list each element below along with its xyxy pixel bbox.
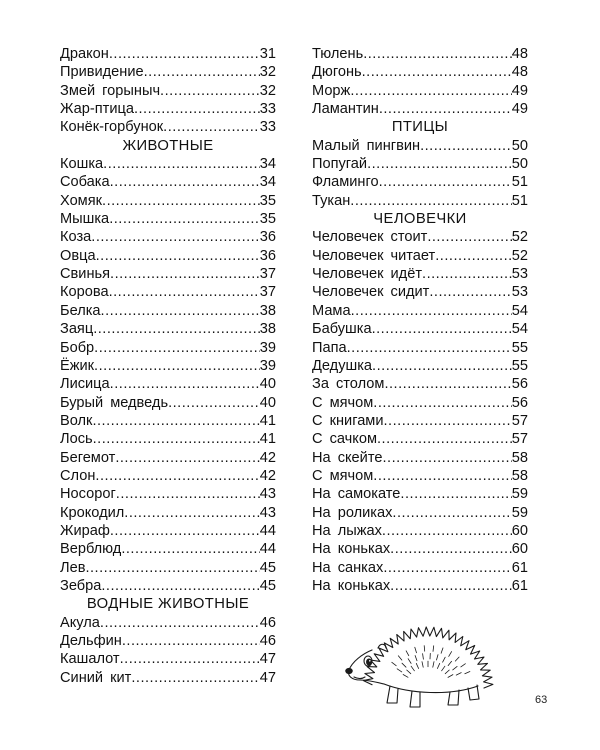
toc-entry-title: Жираф <box>60 522 110 539</box>
toc-entry <box>60 210 276 228</box>
toc-left-column <box>60 45 276 687</box>
dot-leader <box>400 485 511 503</box>
dot-leader <box>115 449 259 467</box>
dot-leader <box>91 228 260 246</box>
toc-entry <box>312 522 528 540</box>
toc-entry <box>60 283 276 301</box>
toc-entry-title: На коньках <box>312 577 391 594</box>
toc-entry-page: 42 <box>259 467 276 484</box>
dot-leader <box>160 82 260 100</box>
dot-leader <box>124 504 260 522</box>
toc-entry-page: 31 <box>259 46 276 62</box>
toc-entry-title: Фламинго <box>312 174 379 191</box>
page-number: 63 <box>535 694 548 706</box>
toc-entry <box>312 412 528 430</box>
dot-leader <box>94 357 260 375</box>
toc-entry-page: 47 <box>259 651 276 668</box>
dot-leader <box>429 283 511 301</box>
toc-entry-page: 59 <box>511 504 528 521</box>
toc-entry-title: Свинья <box>60 266 111 283</box>
dot-leader <box>379 173 512 191</box>
toc-entry-title: Кашалот <box>60 651 120 668</box>
toc-entry <box>60 82 276 100</box>
toc-entry-page: 36 <box>259 247 276 264</box>
toc-entry <box>60 449 276 467</box>
dot-leader <box>372 320 512 338</box>
toc-entry-title: Носорог <box>60 486 116 503</box>
toc-entry-page: 37 <box>259 266 276 283</box>
dot-leader <box>102 192 260 210</box>
toc-entry-page: 53 <box>511 266 528 283</box>
toc-entry <box>312 357 528 375</box>
toc-entry-title: Белка <box>60 302 101 319</box>
dot-leader <box>362 63 512 81</box>
toc-entry-title: Крокодил <box>60 504 125 521</box>
dot-leader <box>110 265 260 283</box>
toc-entry-page: 47 <box>259 669 276 686</box>
toc-entry-page: 43 <box>259 486 276 503</box>
toc-entry-title: Дракон <box>60 46 109 62</box>
toc-entry <box>312 45 528 63</box>
toc-entry-title: Слон <box>60 467 96 484</box>
toc-entry-title: С сачком <box>312 431 377 448</box>
toc-entry <box>312 339 528 357</box>
toc-entry <box>60 669 276 687</box>
dot-leader <box>144 63 260 81</box>
toc-entry <box>312 63 528 81</box>
toc-entry-page: 52 <box>511 229 528 246</box>
toc-entry <box>60 320 276 338</box>
dot-leader <box>373 394 511 412</box>
toc-entry <box>312 302 528 320</box>
toc-entry <box>60 155 276 173</box>
toc-entry <box>60 467 276 485</box>
toc-entry <box>312 430 528 448</box>
toc-entry-page: 54 <box>511 302 528 319</box>
dot-leader <box>110 375 260 393</box>
toc-entry-title: С мячом <box>312 394 374 411</box>
toc-entry <box>60 192 276 210</box>
toc-entry <box>60 302 276 320</box>
toc-entry <box>312 485 528 503</box>
toc-entry-page: 38 <box>259 321 276 338</box>
toc-entry-title: Малый пингвин <box>312 137 421 154</box>
toc-entry <box>312 449 528 467</box>
dot-leader <box>109 45 260 63</box>
toc-entry-page: 42 <box>259 449 276 466</box>
toc-entry-page: 60 <box>511 541 528 558</box>
toc-entry-page: 39 <box>259 339 276 356</box>
dot-leader <box>94 339 260 357</box>
toc-entry-page: 32 <box>259 64 276 81</box>
toc-entry-title: Хомяк <box>60 192 103 209</box>
dot-leader <box>134 100 260 118</box>
toc-entry <box>312 559 528 577</box>
dot-leader <box>93 320 260 338</box>
toc-entry-title: На коньках <box>312 541 391 558</box>
toc-entry-page: 59 <box>511 486 528 503</box>
toc-entry <box>312 155 528 173</box>
toc-entry-title: Змей горыныч <box>60 82 161 99</box>
toc-entry <box>60 173 276 191</box>
dot-leader <box>96 247 260 265</box>
dot-leader <box>347 339 512 357</box>
toc-entry-page: 57 <box>511 431 528 448</box>
toc-entry-title: Бегемот <box>60 449 116 466</box>
toc-entry-title: Жар-птица <box>60 101 134 118</box>
toc-entry <box>60 100 276 118</box>
toc-entry-title: Конёк-горбунок <box>60 119 164 136</box>
dot-leader <box>390 577 512 595</box>
toc-entry-page: 49 <box>511 82 528 99</box>
toc-entry-title: Кошка <box>60 156 104 173</box>
dot-leader <box>109 283 260 301</box>
toc-entry-page: 58 <box>511 467 528 484</box>
toc-entry-title: Мышка <box>60 211 110 228</box>
section-heading: ЧЕЛОВЕЧКИ <box>373 211 467 228</box>
dot-leader <box>382 449 511 467</box>
toc-entry-page: 41 <box>259 412 276 429</box>
toc-entry-page: 38 <box>259 302 276 319</box>
dot-leader <box>384 375 511 393</box>
toc-entry <box>312 192 528 210</box>
toc-entry-title: Папа <box>312 339 347 356</box>
dot-leader <box>350 192 511 210</box>
dot-leader <box>382 522 512 540</box>
dot-leader <box>93 430 260 448</box>
toc-entry <box>312 82 528 100</box>
toc-entry-title: На роликах <box>312 504 393 521</box>
toc-entry-title: Синий кит <box>60 669 132 686</box>
toc-entry-page: 55 <box>511 357 528 374</box>
toc-entry-title: Человечек идёт <box>312 266 423 283</box>
toc-entry-page: 51 <box>511 192 528 209</box>
toc-entry-title: Тюлень <box>312 46 364 62</box>
toc-entry <box>312 265 528 283</box>
toc-entry-page: 44 <box>259 522 276 539</box>
toc-entry-page: 48 <box>511 46 528 62</box>
dot-leader <box>377 430 512 448</box>
toc-entry-page: 40 <box>259 376 276 393</box>
toc-entry <box>60 118 276 136</box>
toc-entry-title: Заяц <box>60 321 94 338</box>
toc-entry <box>312 228 528 246</box>
dot-leader <box>422 265 512 283</box>
dot-leader <box>420 137 512 155</box>
toc-entry-page: 58 <box>511 449 528 466</box>
dot-leader <box>163 118 260 136</box>
toc-entry-title: Волк <box>60 412 93 429</box>
dot-leader <box>383 559 511 577</box>
toc-entry-title: На санках <box>312 559 384 576</box>
toc-entry <box>60 228 276 246</box>
toc-entry <box>60 540 276 558</box>
toc-entry <box>312 320 528 338</box>
toc-entry <box>60 412 276 430</box>
toc-entry-page: 35 <box>259 211 276 228</box>
dot-leader <box>103 155 260 173</box>
toc-entry-title: Акула <box>60 614 100 631</box>
toc-entry-title: Овца <box>60 247 96 264</box>
toc-entry <box>60 559 276 577</box>
toc-entry-title: Ёжик <box>60 357 95 374</box>
dot-leader <box>95 467 259 485</box>
toc-entry <box>312 173 528 191</box>
toc-entry-title: Попугай <box>312 156 368 173</box>
toc-entry-page: 32 <box>259 82 276 99</box>
toc-entry-page: 53 <box>511 284 528 301</box>
toc-entry-page: 43 <box>259 504 276 521</box>
toc-entry <box>60 375 276 393</box>
toc-entry-page: 37 <box>259 284 276 301</box>
toc-entry-page: 33 <box>259 119 276 136</box>
toc-entry-title: За столом <box>312 376 385 393</box>
dot-leader <box>373 467 511 485</box>
toc-entry <box>60 632 276 650</box>
dot-leader <box>367 155 512 173</box>
toc-entry-title: Ламантин <box>312 101 379 118</box>
toc-entry <box>312 137 528 155</box>
dot-leader <box>85 559 259 577</box>
toc-entry-title: Лев <box>60 559 86 576</box>
toc-entry-title: Зебра <box>60 577 102 594</box>
toc-entry-title: Бабушка <box>312 321 372 338</box>
toc-entry-title: Дедушка <box>312 357 373 374</box>
toc-entry <box>60 614 276 632</box>
section-heading: ВОДНЫЕ ЖИВОТНЫЕ <box>86 596 250 613</box>
toc-entry-title: На скейте <box>312 449 383 466</box>
dot-leader <box>109 210 260 228</box>
hedgehog-icon <box>340 610 500 715</box>
toc-entry <box>312 577 528 595</box>
toc-entry <box>60 394 276 412</box>
dot-leader <box>101 577 259 595</box>
toc-entry-page: 39 <box>259 357 276 374</box>
toc-entry-title: Мама <box>312 302 351 319</box>
toc-entry-page: 45 <box>259 577 276 594</box>
toc-entry-title: На лыжах <box>312 522 382 539</box>
toc-entry <box>60 650 276 668</box>
dot-leader <box>435 247 512 265</box>
toc-entry-title: Лисица <box>60 376 110 393</box>
dot-leader <box>110 522 260 540</box>
toc-entry-title: Тукан <box>312 192 351 209</box>
dot-leader <box>363 45 512 63</box>
toc-entry-page: 34 <box>259 174 276 191</box>
toc-entry-page: 51 <box>511 174 528 191</box>
toc-entry-title: Дюгонь <box>312 64 362 81</box>
toc-entry-title: Человечек читает <box>312 247 436 264</box>
toc-entry <box>312 540 528 558</box>
toc-entry <box>60 504 276 522</box>
dot-leader <box>427 228 511 246</box>
toc-entry <box>60 577 276 595</box>
toc-entry <box>60 430 276 448</box>
toc-entry <box>60 63 276 81</box>
section-heading: ПТИЦЫ <box>391 119 449 136</box>
dot-leader <box>92 412 259 430</box>
dot-leader <box>168 394 260 412</box>
toc-entry-page: 50 <box>511 137 528 154</box>
toc-entry-page: 61 <box>511 559 528 576</box>
toc-entry-title: Человечек сидит <box>312 284 430 301</box>
toc-entry-title: С книгами <box>312 412 384 429</box>
toc-entry-page: 50 <box>511 156 528 173</box>
toc-entry-page: 54 <box>511 321 528 338</box>
dot-leader <box>392 504 511 522</box>
toc-entry-page: 40 <box>259 394 276 411</box>
toc-entry-page: 45 <box>259 559 276 576</box>
dot-leader <box>131 669 259 687</box>
toc-entry-title: Коза <box>60 229 92 246</box>
toc-entry-title: Собака <box>60 174 110 191</box>
toc-entry-page: 61 <box>511 577 528 594</box>
dot-leader <box>390 540 512 558</box>
dot-leader <box>350 82 511 100</box>
dot-leader <box>351 302 512 320</box>
toc-entry <box>312 467 528 485</box>
toc-entry-page: 33 <box>259 101 276 118</box>
toc-entry-title: Бурый медведь <box>60 394 169 411</box>
toc-entry <box>60 522 276 540</box>
toc-entry-page: 36 <box>259 229 276 246</box>
toc-entry-title: Морж <box>312 82 351 99</box>
dot-leader <box>116 485 260 503</box>
dot-leader <box>372 357 512 375</box>
toc-entry-page: 55 <box>511 339 528 356</box>
toc-entry-page: 46 <box>259 614 276 631</box>
toc-entry-page: 48 <box>511 64 528 81</box>
toc-entry <box>60 339 276 357</box>
toc-entry <box>60 265 276 283</box>
toc-entry-title: Привидение <box>60 64 144 81</box>
toc-entry-title: Корова <box>60 284 109 301</box>
toc-entry-title: На самокате <box>312 486 401 503</box>
toc-entry <box>312 375 528 393</box>
toc-entry-title: С мячом <box>312 467 374 484</box>
toc-entry-page: 46 <box>259 633 276 649</box>
toc-entry-page: 56 <box>511 394 528 411</box>
toc-entry <box>312 394 528 412</box>
toc-entry <box>60 45 276 63</box>
toc-entry <box>60 247 276 265</box>
toc-entry-page: 35 <box>259 192 276 209</box>
dot-leader <box>101 302 260 320</box>
toc-entry-title: Бобр <box>60 339 95 356</box>
toc-entry-title: Дельфин <box>60 633 122 649</box>
toc-entry-page: 44 <box>259 541 276 558</box>
toc-entry-page: 49 <box>511 101 528 118</box>
toc-entry-page: 57 <box>511 412 528 429</box>
toc-entry <box>312 283 528 301</box>
dot-leader <box>110 173 260 191</box>
dot-leader <box>100 614 260 632</box>
section-heading: ЖИВОТНЫЕ <box>122 137 214 154</box>
toc-entry <box>312 100 528 118</box>
dot-leader <box>121 540 259 558</box>
dot-leader <box>379 100 512 118</box>
toc-entry-page: 60 <box>511 522 528 539</box>
toc-entry-title: Верблюд <box>60 541 122 558</box>
toc-entry-page: 34 <box>259 156 276 173</box>
toc-entry-page: 41 <box>259 431 276 448</box>
toc-entry <box>312 504 528 522</box>
dot-leader <box>384 412 512 430</box>
dot-leader <box>122 632 260 650</box>
toc-entry <box>312 247 528 265</box>
dot-leader <box>120 650 260 668</box>
toc-entry-title: Лось <box>60 431 93 448</box>
toc-entry-title: Человечек стоит <box>312 229 428 246</box>
toc-right-column <box>312 45 528 595</box>
toc-entry-page: 52 <box>511 247 528 264</box>
toc-entry <box>60 485 276 503</box>
toc-entry-page: 56 <box>511 376 528 393</box>
toc-entry <box>60 357 276 375</box>
